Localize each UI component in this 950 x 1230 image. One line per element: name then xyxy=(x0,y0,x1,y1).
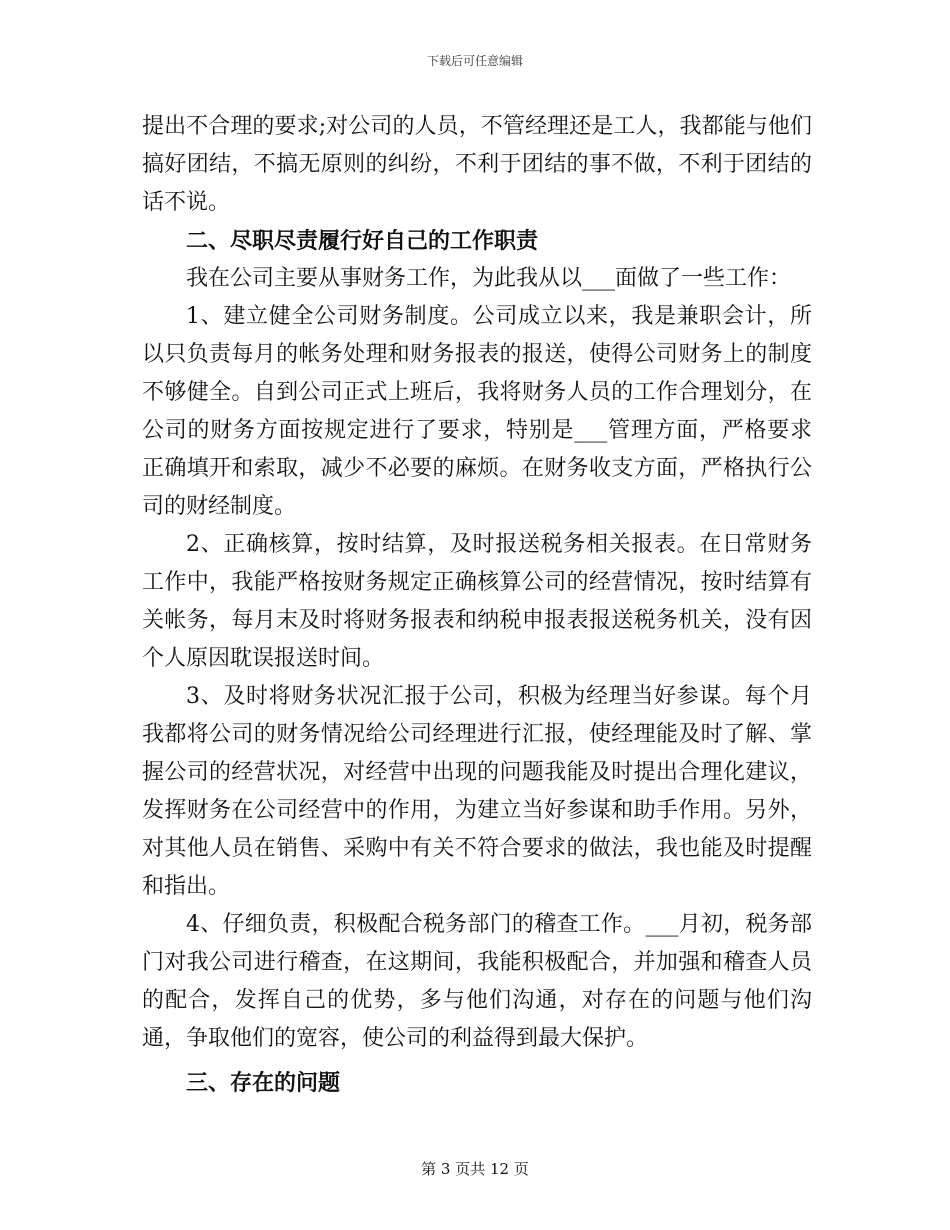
paragraph-intro: 我在公司主要从事财务工作，为此我从以___面做了一些工作： xyxy=(186,266,792,291)
page-header: 下载后可任意编辑 xyxy=(426,54,523,68)
paragraph-item-2: 2、正确核算，按时结算，及时报送税务相关报表。在日常财务工作中，我能严格按财务规定正确核算公司的经营情况，按时结算有关帐务，每月末及时将财务报表和纳税申报表报送税务机关，没有因个人原因耽误报送时间。 xyxy=(142,532,812,671)
paragraph-item-4: 4、仔细负责，积极配合税务部门的稽查工作。___月初，税务部门对我公司进行稽查，在这期间，我能积极配合，并加强和稽查人员的配合，发挥自己的优势，多与他们沟通，对存在的问题与他们沟通，争取他们的宽容，使公司的利益得到最大保护。 xyxy=(142,912,812,1051)
paragraph-item-1: 1、建立健全公司财务制度。公司成立以来，我是兼职会计，所以只负责每月的帐务处理和财务报表的报送，使得公司财务上的制度不够健全。自到公司正式上班后，我将财务人员的工作合理划分，在公司的财务方面按规定进行了要求，特别是___管理方面，严格要求正确填开和索取，减少不必要的麻烦。在财务收支方面，严格执行公司的财经制度。 xyxy=(142,304,812,519)
document-body xyxy=(142,108,812,1102)
paragraph-continuation: 提出不合理的要求;对公司的人员，不管经理还是工人，我都能与他们搞好团结，不搞无原则的纠纷，不利于团结的事不做，不利于团结的话不说。 xyxy=(142,114,812,215)
page-footer: 第 3 页共 12 页 xyxy=(421,1160,529,1178)
section-heading-3: 三、存在的问题 xyxy=(186,1070,341,1096)
section-heading-2: 二、尽职尽责履行好自己的工作职责 xyxy=(186,228,539,254)
paragraph-item-3: 3、及时将财务状况汇报于公司，积极为经理当好参谋。每个月我都将公司的财务情况给公司经理进行汇报，使经理能及时了解、掌握公司的经营状况，对经营中出现的问题我能及时提出合理化建议，发挥财务在公司经营中的作用，为建立当好参谋和助手作用。另外，对其他人员在销售、采购中有关不符合要求的做法，我也能及时提醒和指出。 xyxy=(142,684,812,899)
